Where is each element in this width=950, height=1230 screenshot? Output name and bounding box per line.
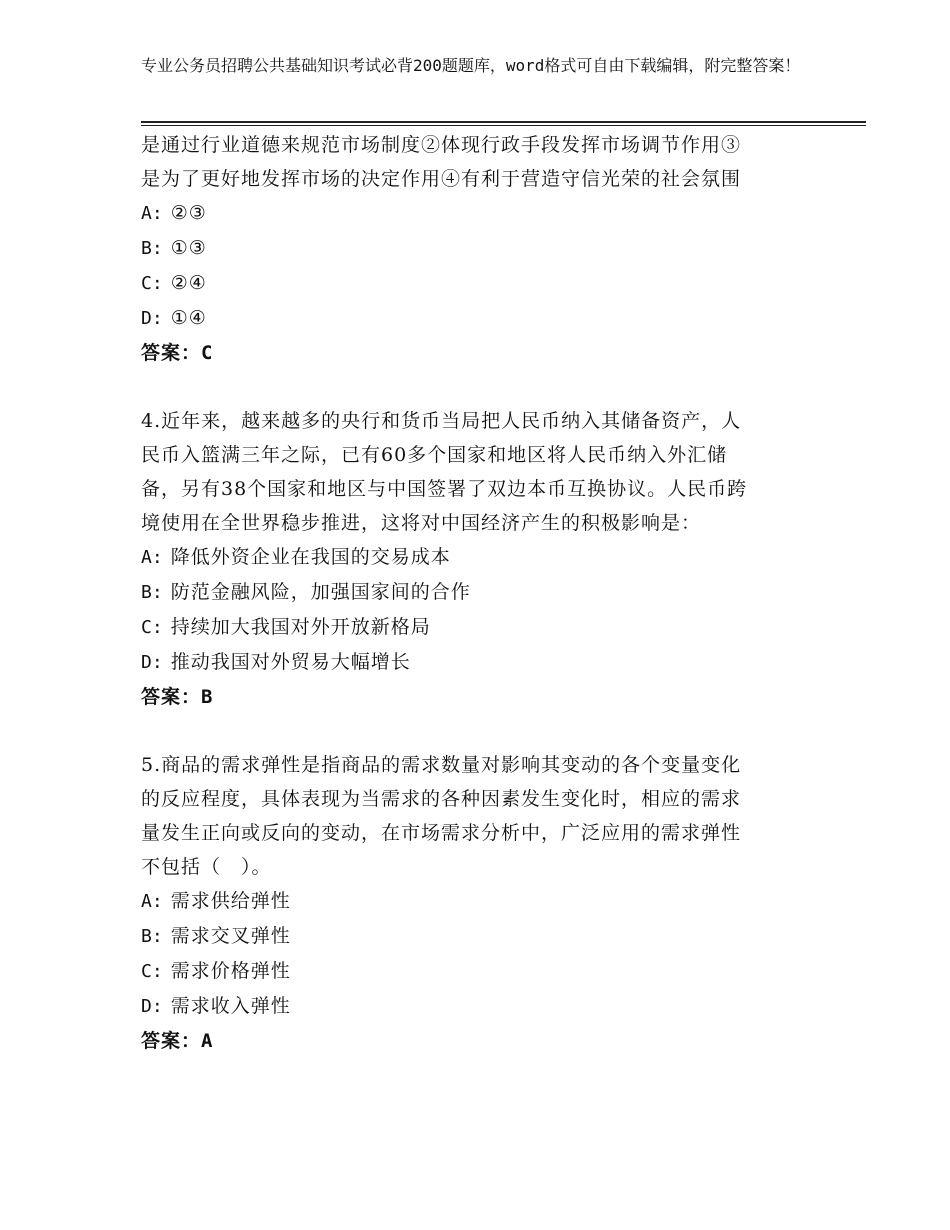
option-c [141,266,821,301]
answer-value: A [201,1030,214,1052]
option-text: 持续加大我国对外开放新格局 [170,616,431,638]
option-d [141,989,821,1024]
option-letter: C: [141,273,163,294]
option-letter: A: [141,203,163,224]
option-text: ②④ [170,272,207,294]
option-letter: B: [141,582,163,603]
answer-line [141,1024,821,1058]
option-b [141,919,821,954]
question-stem-line: 量发生正向或反向的变动，在市场需求分析中，广泛应用的需求弹性 [141,822,742,844]
answer-label: 答案： [141,1030,202,1052]
header-divider-thin [141,125,866,126]
question-stem-line: 是为了更好地发挥市场的决定作用④有利于营造守信光荣的社会氛围 [141,168,742,190]
option-text: 需求交叉弹性 [170,925,291,947]
option-b [141,231,821,266]
option-b [141,575,821,610]
option-a [141,884,821,919]
option-text: 需求收入弹性 [170,995,291,1017]
question-stem-line: 境使用在全世界稳步推进，这将对中国经济产生的积极影响是： [141,512,702,534]
question-stem-line: 不包括（ ）。 [141,856,272,878]
answer-value: C [201,342,214,364]
option-text: 降低外资企业在我国的交易成本 [170,546,451,568]
question-stem-line: 是通过行业道德来规范市场制度②体现行政手段发挥市场调节作用③ [141,134,742,156]
header-divider-thick [141,121,866,123]
option-text: 需求供给弹性 [170,890,291,912]
option-text: 推动我国对外贸易大幅增长 [170,651,411,673]
question-stem-line: 5.商品的需求弹性是指商品的需求数量对影响其变动的各个变量变化 [141,754,742,776]
option-c [141,954,821,989]
option-letter: A: [141,891,163,912]
option-d [141,645,821,680]
option-text: ①③ [170,237,207,259]
option-letter: C: [141,961,163,982]
question-block [141,128,821,370]
option-text: 需求价格弹性 [170,960,291,982]
option-a [141,540,821,575]
option-text: ②③ [170,202,207,224]
page-header: 专业公务员招聘公共基础知识考试必背200题题库，word格式可自由下载编辑，附完整答案！ [141,56,801,75]
option-letter: B: [141,926,163,947]
answer-value: B [201,686,214,708]
answer-label: 答案： [141,686,202,708]
option-letter: B: [141,238,163,259]
question-spacer [141,714,821,748]
option-letter: C: [141,617,163,638]
answer-line [141,336,821,370]
question-stem-line: 的反应程度，具体表现为当需求的各种因素发生变化时，相应的需求 [141,788,742,810]
question-block [141,404,821,714]
question-block [141,748,821,1058]
option-letter: D: [141,308,163,329]
option-text: ①④ [170,307,207,329]
option-letter: D: [141,652,163,673]
option-a [141,196,821,231]
document-body [141,128,821,1058]
option-text: 防范金融风险，加强国家间的合作 [170,581,471,603]
option-d [141,301,821,336]
option-c [141,610,821,645]
option-letter: D: [141,996,163,1017]
option-letter: A: [141,547,163,568]
answer-label: 答案： [141,342,202,364]
question-stem-line: 4.近年来，越来越多的央行和货币当局把人民币纳入其储备资产，人 [141,410,742,432]
question-spacer [141,370,821,404]
question-stem-line: 民币入篮满三年之际，已有60多个国家和地区将人民币纳入外汇储 [141,444,728,466]
question-stem-line: 备，另有38个国家和地区与中国签署了双边本币互换协议。人民币跨 [141,478,748,500]
answer-line [141,680,821,714]
